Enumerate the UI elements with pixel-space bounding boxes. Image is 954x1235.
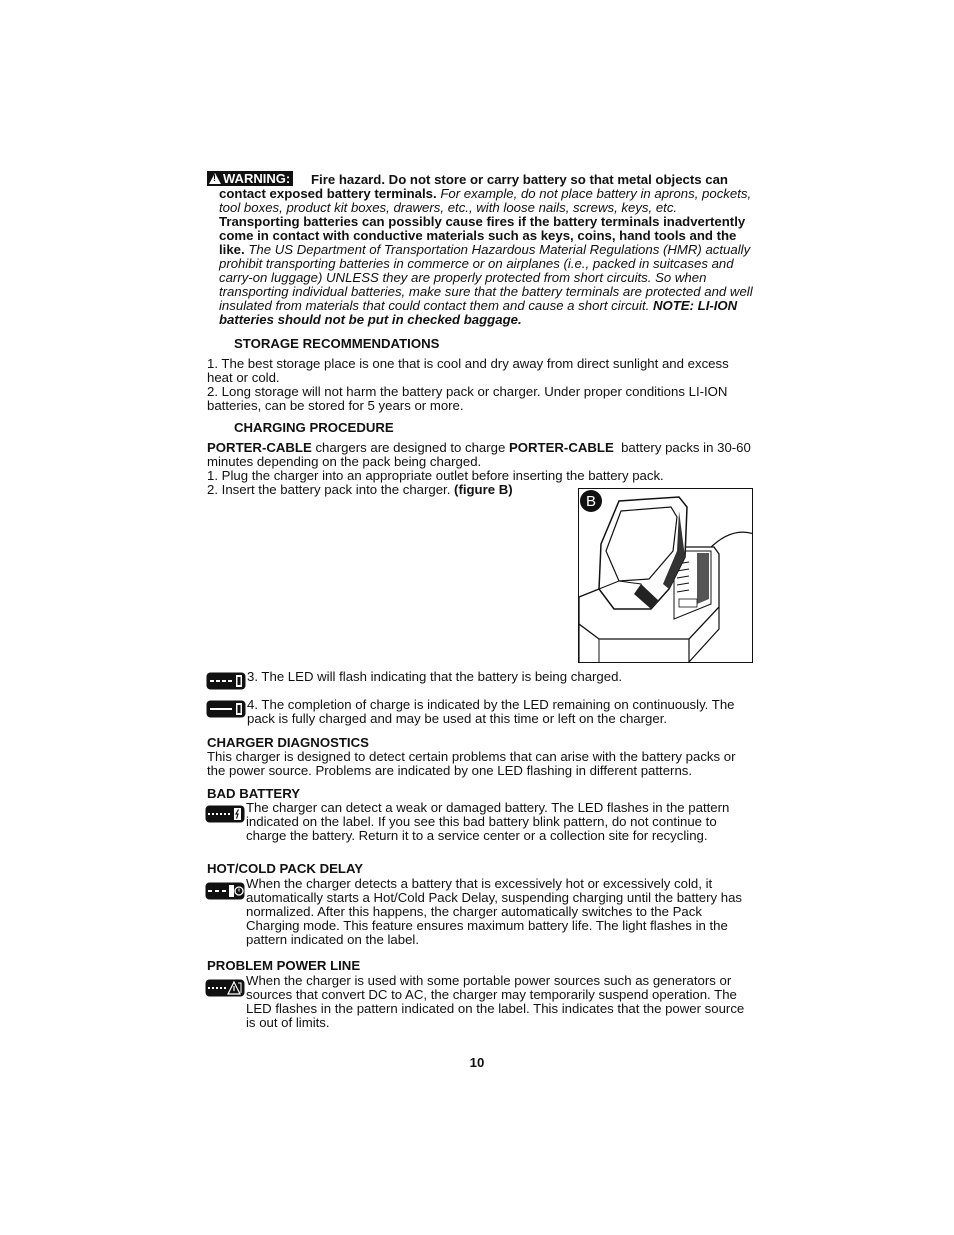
warning-text bbox=[219, 173, 759, 327]
led-solid-icon bbox=[206, 700, 246, 718]
warning-badge-label: WARNING: bbox=[223, 171, 291, 186]
charging-intro-end: battery packs in 30-60 minutes depending on the pack being charged. bbox=[207, 440, 755, 469]
led-flashing-icon bbox=[206, 672, 246, 690]
storage-heading: STORAGE RECOMMENDATIONS bbox=[234, 336, 440, 351]
charging-step-3: 3. The LED will flash indicating that the battery is being charged. bbox=[247, 669, 623, 684]
storage-item-1: 1. The best storage place is one that is cool and dry away from direct sunlight and excess heat or cold. bbox=[207, 356, 729, 385]
figure-reference: (figure B) bbox=[454, 482, 513, 497]
diagnostics-heading: CHARGER DIAGNOSTICS bbox=[207, 735, 369, 750]
hot-cold-text: When the charger detects a battery that is excessively hot or excessively cold, it automatically starts a Hot/Cold Pack Delay, suspending charging until the battery has normalized. After this happens, the charger automatically switches to the Pack Charging mode. This feature ensures maximum battery life. The light flashes in the pattern indicated on the label. bbox=[246, 876, 743, 947]
hot-cold-icon bbox=[205, 882, 245, 900]
bad-battery-text: The charger can detect a weak or damaged battery. The LED flashes in the pattern indicated on the label. If you see this bad battery blink pattern, do not continue to charge the battery. Return it to a service center or a collection site for recycling. bbox=[246, 800, 730, 843]
figure-b bbox=[578, 488, 753, 663]
charging-step-2 bbox=[207, 483, 567, 497]
warning-note: NOTE: LI-ION batteries should not be put in checked baggage. bbox=[219, 298, 738, 327]
warning-italic-2: The US Department of Transportation Hazardous Material Regulations (HMR) actually prohibit transporting batteries in commerce or on airplanes (i.e., packed in suitcases and carry-on luggage) UNLESS they are properly protected from short circuits. So when transporting individual batteries, make sure that the battery terminals are protected and well insulated from materials that could contact them and cause a short circuit. bbox=[219, 242, 753, 313]
charger-illustration bbox=[579, 489, 752, 662]
charging-heading: CHARGING PROCEDURE bbox=[234, 420, 394, 435]
charging-intro bbox=[207, 441, 757, 469]
bad-battery-heading: BAD BATTERY bbox=[207, 786, 301, 801]
charging-step-4: 4. The completion of charge is indicated by the LED remaining on continuously. The pack is fully charged and may be used at this time or left on the charger. bbox=[247, 697, 735, 726]
bad-battery-icon bbox=[205, 805, 245, 823]
figure-label: B bbox=[585, 493, 597, 510]
charging-step-1: 1. Plug the charger into an appropriate outlet before inserting the battery pack. bbox=[207, 468, 664, 483]
power-line-text: When the charger is used with some portable power sources such as generators or sources that convert DC to AC, the charger may temporarily suspend operation. The LED flashes in the pattern indicated on the label. This indicates that the power source is out of limits. bbox=[246, 973, 745, 1030]
hot-cold-heading: HOT/COLD PACK DELAY bbox=[207, 861, 364, 876]
power-line-icon bbox=[205, 979, 245, 997]
diagnostics-text: This charger is designed to detect certain problems that can arise with the battery packs or the power source. Problems are indicated by one LED flashing in different patterns. bbox=[207, 749, 736, 778]
warning-italic-1: For example, do not place battery in aprons, pockets, tool boxes, product kit boxes, drawers, etc., with loose nails, screws, keys, etc. bbox=[219, 186, 752, 215]
warning-bold-1: Fire hazard. Do not store or carry battery so that metal objects can contact exposed battery terminals. bbox=[219, 172, 728, 201]
page-number: 10 bbox=[469, 1055, 485, 1070]
charging-step-2-text: 2. Insert the battery pack into the charger. bbox=[207, 482, 455, 497]
warning-bold-2: Transporting batteries can possibly cause fires if the battery terminals inadvertently come in contact with conductive materials such as keys, coins, hand tools and the like. bbox=[219, 214, 746, 257]
power-line-heading: PROBLEM POWER LINE bbox=[207, 958, 361, 973]
brand-name-2: PORTER-CABLE bbox=[508, 440, 614, 455]
charging-intro-mid: chargers are designed to charge bbox=[311, 440, 509, 455]
storage-item-2: 2. Long storage will not harm the battery pack or charger. Under proper conditions LI-ION batteries, can be stored for 5 years or more. bbox=[207, 384, 728, 413]
brand-name: PORTER-CABLE bbox=[207, 440, 312, 455]
